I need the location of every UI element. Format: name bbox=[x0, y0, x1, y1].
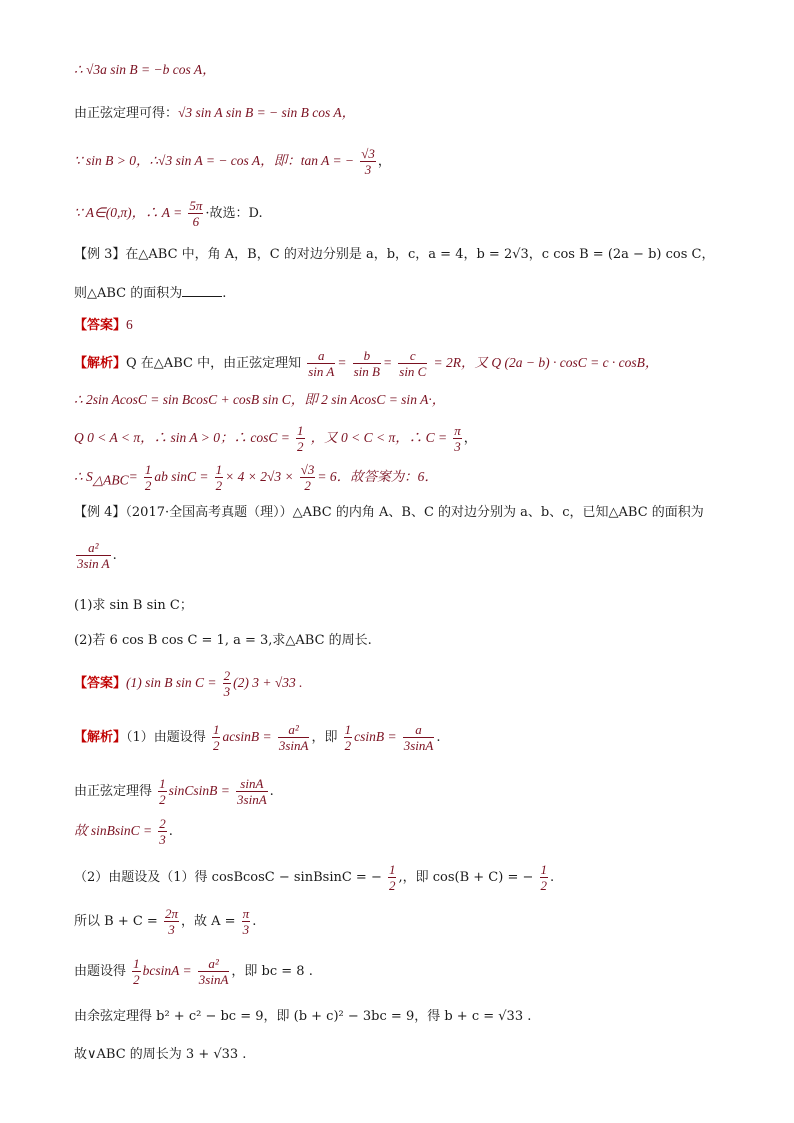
question-2: (2)若 6 cos B cos C = 1, a = 3,求△ABC 的周长. bbox=[74, 633, 372, 648]
example-3-line-2: 则△ABC 的面积为 . bbox=[74, 286, 227, 301]
line-3: ∵ sin B > 0，∴√3 sin A = − cos A，即：tan A = − $\frac{√3}{3}$ ， bbox=[74, 146, 391, 177]
line-1: ∴ √3a sin B = −b cos A， bbox=[74, 62, 216, 77]
solution-4-line-4: （2）由题设及（1）得 cosBcosC − sinBsinC = − $\frac{1}{2}$ ,，即 cos(B + C) = − $\frac{1}{2}$ . bbox=[74, 862, 555, 893]
solution-4-line-7: 由余弦定理得 b² + c² − bc = 9，即 (b + c)² − 3bc = 9，得 b + c = √33 . bbox=[74, 1009, 532, 1024]
example-4-formula: $\frac{\text{a²}}{\text{3sin A}}$ . bbox=[77, 540, 117, 571]
fraction: $\frac{√3}{3}$ bbox=[361, 146, 375, 177]
solution-4-line-1: 【解析】（1）由题设得 $\frac{1}{2}$ acsinB = $\frac{\text{a²}}{3\sin A}$ ，即 $\frac{1}{2}$ csinB = $\frac{a}{3\sin A}$ . bbox=[74, 722, 441, 753]
solution-3-line-4: ∴ $S_{\triangle ABC}=$ $\frac{1}{2}$ ab sinC = $\frac{1}{2}$ × 4 × 2√3 × $\frac{√3}{2}$ = 6．故答案为：6． bbox=[74, 462, 438, 493]
fraction: $\frac{5\pi}{6}$ bbox=[189, 198, 203, 229]
answer-4: 【答案】(1) sin B sin C = $\frac{2}{3}$ (2) 3 + √33 . bbox=[74, 668, 303, 699]
solution-3-line-1: 【解析】Q 在△ABC 中，由正弦定理知 $\frac{a}{\text{sin A}}$ = $\frac{b}{\text{sin B}}$ = $\frac{c}{\text{sin C}}$ = 2R，又 Q (2a − b) · cosC = c · cosB， bbox=[74, 348, 659, 379]
solution-3-line-2: ∴ 2sin AcosC = sin BcosC + cosB sin C，即 2 sin AcosC = sin A·， bbox=[74, 392, 446, 407]
answer-3: 【答案】6 bbox=[74, 317, 133, 333]
solution-4-line-6: 由题设得 $\frac{1}{2}$ bcsinA = $\frac{\text{a²}}{3\sin A}$ ，即 bc = 8 . bbox=[74, 956, 313, 987]
solution-4-line-5: 所以 B + C = $\frac{2\pi}{3}$ ，故 A = $\frac{\pi}{3}$ . bbox=[74, 906, 257, 937]
example-4: 【例 4】（2017·全国高考真题（理））△ABC 的内角 A、B、C 的对边分别为 a、b、c，已知△ABC 的面积为 bbox=[74, 505, 704, 520]
question-1: (1)求 sin B sin C； bbox=[74, 598, 193, 613]
answer-blank bbox=[182, 284, 222, 297]
line-4: ∵ A∈(0,π)，∴ A = $\frac{5\pi}{6}$ ·故选：D. bbox=[74, 198, 263, 229]
solution-3-line-3: Q 0 < A < π，∴ sin A > 0；∴ cosC = $\frac{1}{2}$ ，又 0 < C < π，∴ C = $\frac{\pi}{3}$ ， bbox=[74, 423, 477, 454]
line-2: 由正弦定理可得：√3 sin A sin B = − sin B cos A， bbox=[74, 105, 356, 121]
solution-4-line-3: 故 sinBsinC = $\frac{2}{3}$ . bbox=[74, 816, 173, 847]
solution-4-line-2: 由正弦定理得 $\frac{1}{2}$ sinCsinB = $\frac{\sin A}{3\sin A}$ . bbox=[74, 776, 274, 807]
example-3: 【例 3】在△ABC 中，角 A，B，C 的对边分别是 a，b，c，a = 4，b = 2√3，c cos B = (2a − b) cos C， bbox=[74, 247, 715, 262]
solution-4-line-8: 故∨ABC 的周长为 3 + √33 . bbox=[74, 1047, 247, 1062]
